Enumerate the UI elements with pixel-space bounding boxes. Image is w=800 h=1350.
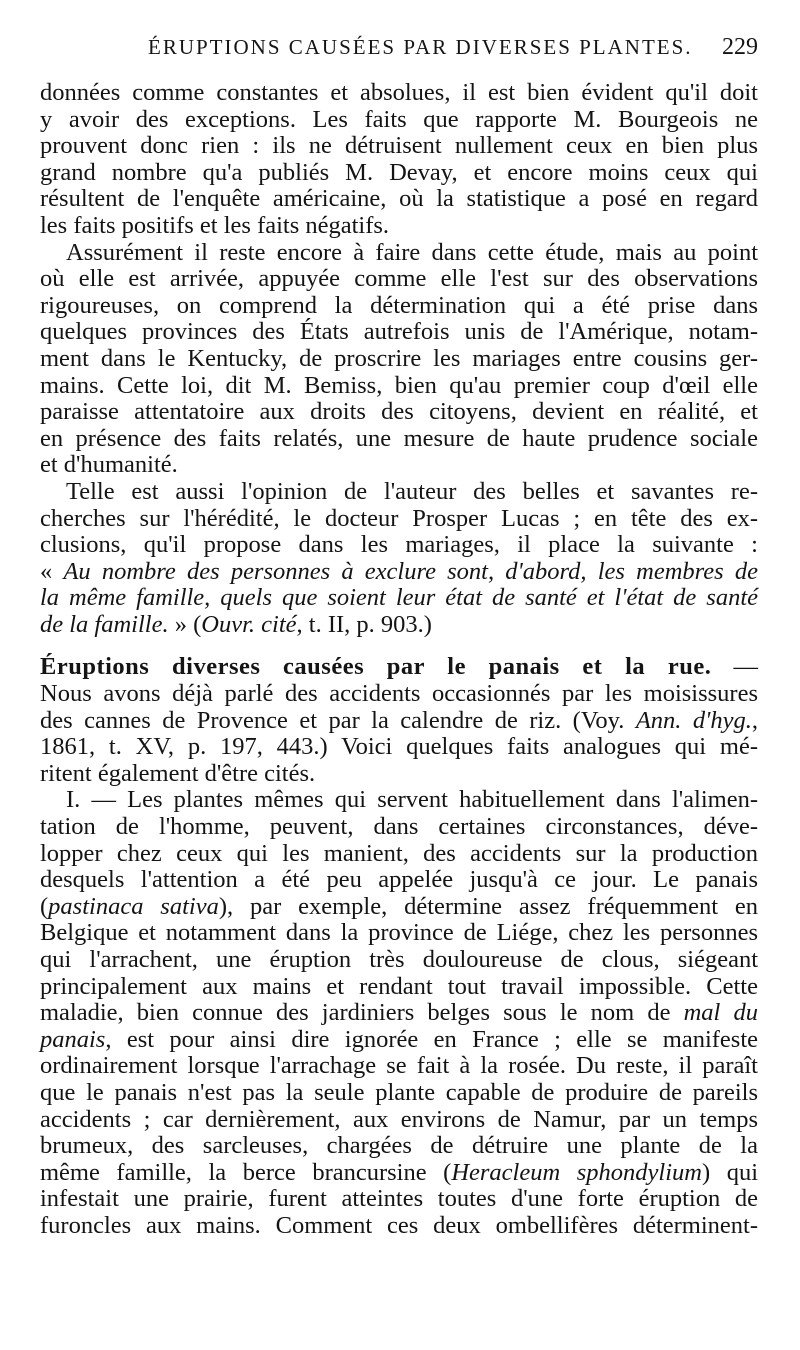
text-line: de la famille. » (Ouvr. cité, t. II, p. 903.) — [40, 610, 432, 638]
running-header — [40, 34, 758, 68]
text-line: brumeux, des sarcleuses, chargées de détruire une plante de la — [40, 1132, 758, 1160]
text-line: résultent de l'enquête américaine, où la statistique a posé en regard — [40, 185, 758, 213]
quotation: Au nombre des personnes à exclure sont, d'abord, les membres de — [63, 557, 758, 585]
text-line: furoncles aux mains. Comment ces deux ombellifères déterminent- — [40, 1211, 758, 1239]
text-line: et d'humanité. — [40, 451, 178, 479]
disease-name: panais — [40, 1025, 106, 1053]
section-heading: Éruptions diverses causées par le panais et la rue. — [40, 653, 712, 681]
text-line: ordinairement lorsque l'arrachage se fait à la rosée. Du reste, il paraît — [40, 1052, 758, 1080]
journal-ref: Ann. d'hyg. — [635, 706, 752, 734]
text-line: des cannes de Provence et par la calendre de riz. (Voy. Ann. d'hyg., — [40, 706, 758, 734]
text-line: Assurément il reste encore à faire dans cette étude, mais au point — [66, 238, 758, 266]
body-text — [40, 80, 758, 1240]
text-line: qui l'arrachent, une éruption très douloureuse de clous, siégeant — [40, 946, 758, 973]
text-line: Telle est aussi l'opinion de l'auteur des belles et savantes re- — [66, 477, 758, 505]
text-line: tation de l'homme, peuvent, dans certaines circonstances, déve- — [40, 813, 758, 841]
text-line: panais, est pour ainsi dire ignorée en France ; elle se manifeste — [40, 1025, 758, 1053]
text-line: quelques provinces des États autrefois unis de l'Amérique, notam- — [40, 318, 758, 346]
text-line: rigoureuses, on comprend la détermination qui a été prise dans — [40, 291, 758, 319]
text-line: Nous avons déjà parlé des accidents occasionnés par les moisissures — [40, 680, 758, 708]
text-line: paraisse attentatoire aux droits des citoyens, devient en réalité, et — [40, 398, 758, 426]
running-title: ÉRUPTIONS CAUSÉES PAR DIVERSES PLANTES. — [148, 35, 693, 59]
text-line: (pastinaca sativa), par exemple, détermine assez fréquemment en — [40, 892, 759, 920]
latin-name: pastinaca sativa — [48, 892, 219, 920]
text-line: ment dans le Kentucky, de proscrire les mariages entre cousins ger- — [40, 344, 758, 372]
text-line: principalement aux mains et rendant tout travail impossible. Cette — [40, 972, 758, 1000]
text-line: accidents ; car dernièrement, aux environs de Namur, par un temps — [40, 1105, 758, 1133]
text-line: ritent également d'être cités. — [40, 759, 316, 787]
text-line: I. — Les plantes mêmes qui servent habituellement dans l'alimen- — [66, 786, 758, 814]
page-number: 229 — [722, 34, 758, 60]
quotation: de la famille. — [40, 610, 169, 638]
section-heading-line: Éruptions diverses causées par le panais et la rue. — — [40, 653, 758, 681]
citation: Ouvr. cité — [201, 610, 297, 638]
latin-name: Heracleum sphondylium — [451, 1158, 702, 1186]
text-line: y avoir des exceptions. Les faits que rapporte M. Bourgeois ne — [40, 105, 758, 133]
text-line: desquels l'attention a été peu appelée jusqu'à ce jour. Le panais — [40, 866, 758, 894]
text-line: maladie, bien connue des jardiniers belges sous le nom de mal du — [40, 999, 758, 1027]
text-line: 1861, t. XV, p. 197, 443.) Voici quelques faits analogues qui mé- — [40, 733, 758, 761]
text-line: cherches sur l'hérédité, le docteur Prosper Lucas ; en tête des ex- — [40, 504, 758, 532]
text-line — [40, 559, 758, 586]
text-line: les faits positifs et les faits négatifs. — [40, 211, 390, 239]
text-line: lopper chez ceux qui les manient, des accidents sur la production — [40, 839, 758, 867]
text-line: grand nombre qu'a publiés M. Devay, et encore moins ceux qui — [40, 158, 758, 186]
text-line: mains. Cette loi, dit M. Bemiss, bien qu'au premier coup d'œil elle — [40, 371, 758, 399]
text-line: même famille, la berce brancursine (Heracleum sphondylium) qui — [40, 1158, 758, 1186]
quote-mark: « — [40, 557, 64, 585]
text-line — [40, 585, 758, 612]
text-line: Belgique et notamment dans la province de Liége, chez les personnes — [40, 919, 758, 947]
text-line: données comme constantes et absolues, il est bien évident qu'il doit — [40, 79, 758, 106]
text-line: infestait une prairie, furent atteintes toutes d'une forte éruption de — [40, 1185, 758, 1213]
text-line: en présence des faits relatés, une mesure de haute prudence sociale — [40, 424, 758, 452]
text-line: clusions, qu'il propose dans les mariages, il place la suivante : — [40, 531, 758, 559]
quotation: la même famille, quels que soient leur état de santé et l'état de santé — [40, 584, 758, 612]
text-line: où elle est arrivée, appuyée comme elle l'est sur des observations — [40, 265, 758, 293]
text-line: prouvent donc rien : ils ne détruisent nullement ceux en bien plus — [40, 132, 758, 160]
disease-name: mal du — [683, 999, 758, 1027]
text-line: que le panais n'est pas la seule plante capable de produire de pareils — [40, 1078, 758, 1106]
